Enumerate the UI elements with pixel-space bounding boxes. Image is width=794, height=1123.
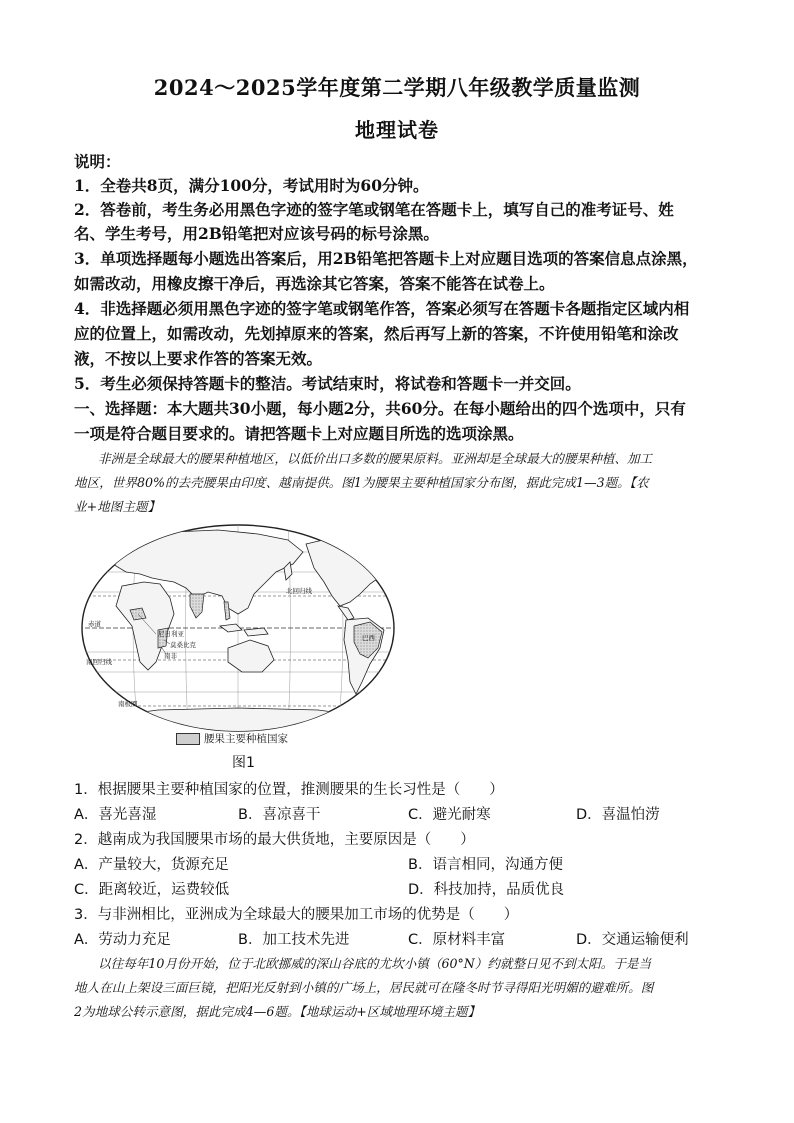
label-brazil: 巴西	[362, 634, 375, 642]
option: A．喜光喜湿	[74, 807, 157, 823]
label-south-africa: 南非	[164, 652, 177, 660]
instruction-line: 应的位置上，如需改动，先划掉原来的答案，然后再写上新的答案，不许使用铅笔和涂改	[74, 324, 679, 343]
passage-line: 以往每年10月份开始，位于北欧挪威的深山谷底的尤坎小镇（60°N）约就整日见不到太阳。于是当	[98, 956, 652, 971]
option: A．劳动力充足	[74, 932, 171, 948]
option: C．避光耐寒	[408, 807, 491, 823]
label-nigeria: 尼日利亚	[158, 630, 184, 638]
instruction-line: 名、学生考号，用2B铅笔把对应该号码的标号涂黑。	[74, 224, 439, 243]
passage-line: 地人在山上架设三面巨镜，把阳光反射到小镇的广场上，居民就可在隆冬时节寻得阳光明媚的避难所。图	[74, 980, 654, 995]
option: D．交通运输便利	[576, 932, 689, 948]
option: B．加工技术先进	[238, 932, 350, 948]
option: A．产量较大，货源充足	[74, 857, 229, 873]
passage-line: 非洲是全球最大的腰果种植地区，以低价出口多数的腰果原料。亚洲却是全球最大的腰果种植、加工	[98, 451, 653, 466]
instruction-line: 4．非选择题必须用黑色字迹的签字笔或钢笔作答，答案必须写在答题卡各题指定区域内相	[74, 299, 690, 318]
option: B．喜凉喜干	[238, 807, 321, 823]
exam-title: 2024～2025学年度第二学期八年级教学质量监测	[153, 75, 641, 100]
question-stem: 1．根据腰果主要种植国家的位置，推测腰果的生长习性是（ ）	[74, 782, 504, 798]
instruction-line: 如需改动，用橡皮擦干净后，再选涂其它答案，答案不能答在试卷上。	[74, 274, 555, 293]
option: B．语言相同，沟通方便	[408, 857, 563, 873]
passage-line: 业+地图主题】	[74, 499, 161, 514]
question-stem: 3．与非洲相比，亚洲成为全球最大的腰果加工市场的优势是（ ）	[74, 907, 519, 923]
option: C．距离较近，运费较低	[74, 882, 230, 898]
instruction-line: 2．答卷前，考生务必用黑色字迹的签字笔或钢笔在答题卡上，填写自己的准考证号、姓	[74, 200, 674, 219]
option: C．原材料丰富	[408, 932, 506, 948]
passage-line: 2为地球公转示意图，据此完成4—6题。【地球运动+区域地理环境主题】	[74, 1004, 481, 1019]
instruction-line: 5．考生必须保持答题卡的整洁。考试结束时，将试卷和答题卡一并交回。	[74, 374, 581, 393]
label-tropic-cancer: 北回归线	[286, 587, 312, 595]
figure-caption: 图1	[232, 755, 255, 771]
passage-line: 地区，世界80%的去壳腰果由印度、越南提供。图1为腰果主要种植国家分布图，据此完成1—3题。【农	[74, 475, 649, 490]
option: D．喜温怕涝	[576, 807, 660, 823]
instruction-line: 液，不按以上要求作答的答案无效。	[74, 349, 323, 368]
label-tropic-capricorn: 南回归线	[86, 658, 112, 666]
legend-label: 腰果主要种植国家	[204, 733, 288, 745]
section-heading: 一、选择题：本大题共30小题，每小题2分，共60分。在每小题给出的四个选项中，只有	[74, 399, 686, 418]
legend-swatch	[176, 733, 200, 745]
label-equator: 赤道	[88, 620, 101, 628]
question-stem: 2．越南成为我国腰果市场的最大供货地，主要原因是（ ）	[74, 832, 475, 848]
instruction-line: 3．单项选择题每小题选出答案后，用2B铅笔把答题卡上对应题目选项的答案信息点涂黑，	[74, 249, 698, 268]
exam-subtitle: 地理试卷	[355, 118, 439, 142]
label-mozambique: 莫桑比克	[170, 641, 196, 649]
label-antarctic-circle: 南极圈	[118, 700, 138, 708]
cashew-world-map	[78, 522, 398, 734]
instructions-label: 说明：	[74, 152, 121, 171]
section-heading: 一项是符合题目要求的。请把答题卡上对应题目所选的选项涂黑。	[74, 424, 524, 443]
option: D．科技加持，品质优良	[408, 882, 565, 898]
instruction-line: 1．全卷共8页，满分100分，考试用时为60分钟。	[74, 176, 429, 195]
